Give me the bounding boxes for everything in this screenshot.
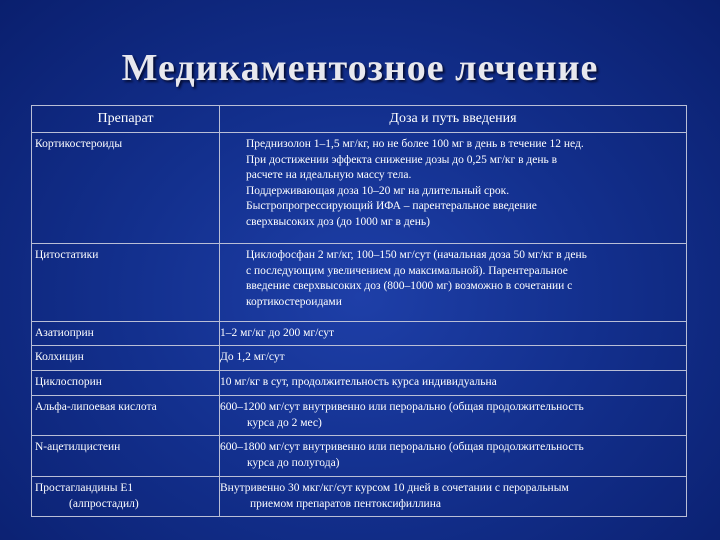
drug-cell: [32, 322, 220, 346]
table-row: [32, 346, 687, 371]
dose-cell: [220, 477, 687, 517]
table-row: [32, 396, 687, 436]
dose-line: введение сверхвысоких доз (800–1000 мг) возможно в сочетании с: [246, 280, 573, 292]
dose-line: Быстропрогрессирующий ИФА – парентеральное введение: [246, 200, 537, 212]
drug-name: Колхицин: [35, 351, 84, 363]
dose-cell: [220, 322, 687, 346]
dose-cell: [220, 396, 687, 436]
dose-line: Циклофосфан 2 мг/кг, 100–150 мг/сут (начальная доза 50 мг/кг в день: [246, 249, 587, 261]
dose-cell: [220, 346, 687, 371]
table-row: [32, 371, 687, 396]
drug-name: Азатиоприн: [35, 327, 94, 339]
dose-cell: [220, 436, 687, 477]
drug-cell: [32, 346, 220, 371]
dose-line: Преднизолон 1–1,5 мг/кг, но не более 100 мг в день в течение 12 нед.: [246, 138, 584, 150]
dose-line: с последующим увеличением до максимальной). Парентеральное: [246, 264, 568, 277]
drug-cell: [32, 436, 220, 477]
dose-cell: [220, 371, 687, 396]
table-header-row: [32, 106, 687, 133]
dose-line: 600–1800 мг/сут внутривенно или перорально (общая продолжительность: [220, 441, 584, 453]
slide-title: Медикаментозное лечение: [121, 47, 599, 89]
dose-line: 10 мг/кг в сут, продолжительность курса индивидуальна: [220, 376, 497, 388]
drug-name: Кортикостероиды: [35, 138, 123, 150]
dose-line: Поддерживающая доза 10–20 мг на длительный срок.: [246, 184, 510, 197]
drug-cell: [32, 396, 220, 436]
header-drug: Препарат: [32, 106, 220, 133]
dose-line: При достижении эффекта снижение дозы до 0,25 мг/кг в день в: [246, 153, 558, 166]
dose-line: кортикостероидами: [246, 295, 342, 308]
dose-line: курса до полугода): [247, 456, 340, 469]
drug-name-line2: (алпростадил): [69, 497, 139, 510]
drug-name: Циклоспорин: [35, 376, 102, 388]
dose-line: 1–2 мг/кг до 200 мг/сут: [220, 327, 335, 339]
table-row: [32, 477, 687, 517]
dose-line: сверхвысоких доз (до 1000 мг в день): [246, 215, 431, 228]
drug-cell: [32, 371, 220, 396]
table-row: [32, 133, 687, 244]
dose-line: курса до 2 мес): [247, 416, 322, 429]
dose-line: приемом препаратов пентоксифиллина: [250, 497, 441, 510]
dose-cell: [220, 244, 687, 322]
drug-name: Цитостатики: [35, 249, 99, 261]
drug-name: Альфа-липоевая кислота: [35, 401, 157, 413]
header-dose: Доза и путь введения: [220, 106, 687, 133]
treatment-table: [31, 105, 687, 517]
drug-cell: [32, 244, 220, 322]
table-row: [32, 436, 687, 477]
table-row: [32, 322, 687, 346]
drug-name: N-ацетилцистеин: [35, 441, 121, 453]
drug-cell: [32, 133, 220, 244]
dose-line: До 1,2 мг/сут: [220, 351, 285, 363]
dose-line: 600–1200 мг/сут внутривенно или перорально (общая продолжительность: [220, 401, 584, 413]
drug-cell: [32, 477, 220, 517]
table-row: [32, 244, 687, 322]
dose-line: расчете на идеальную массу тела.: [246, 169, 412, 181]
dose-line: Внутривенно 30 мкг/кг/сут курсом 10 дней в сочетании с пероральным: [220, 482, 569, 494]
drug-name: Простагландины E1: [35, 482, 134, 494]
dose-cell: [220, 133, 687, 244]
